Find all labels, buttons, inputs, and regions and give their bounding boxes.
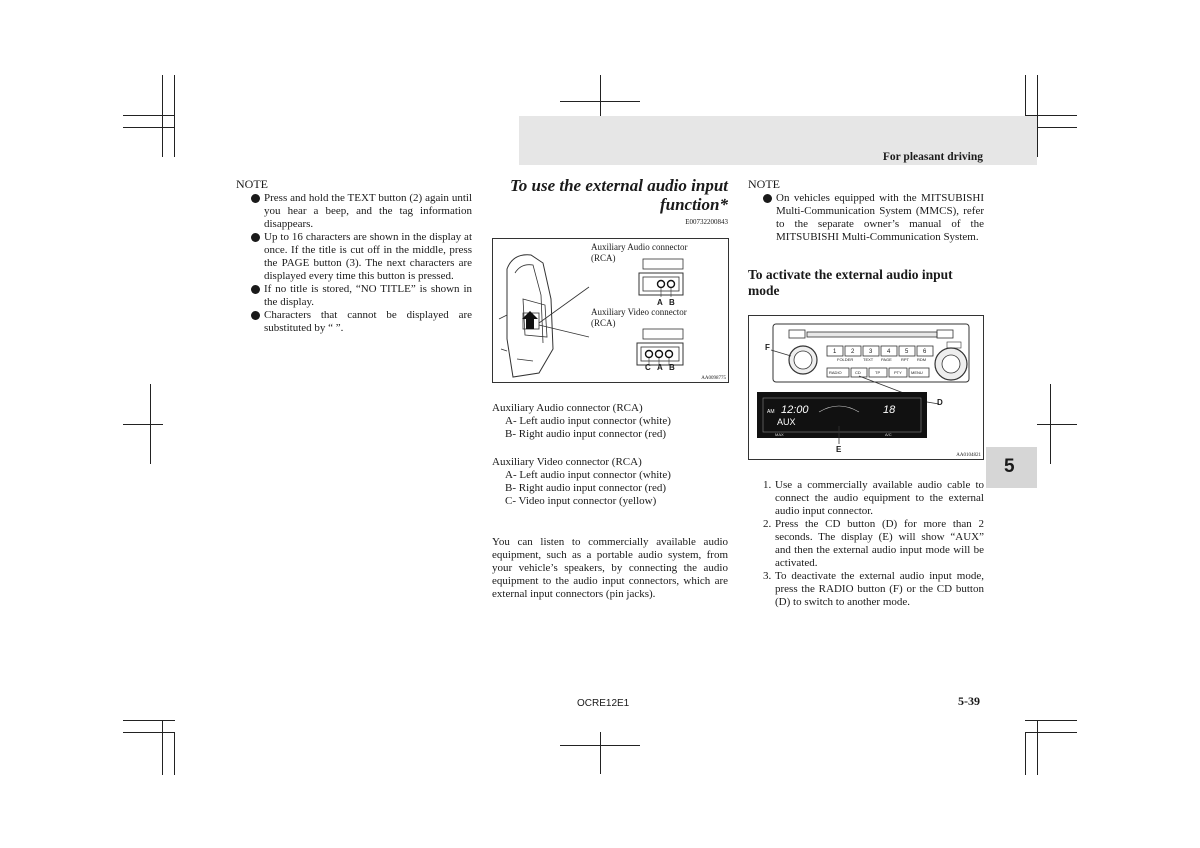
bullet-icon xyxy=(763,194,772,203)
note-item: On vehicles equipped with the MITSUBISHI Multi-Communication System (MMCS), refer to the separate owner’s manual of the MITSUBISHI Multi-Communication System. xyxy=(748,192,984,244)
radio-button: RADIO xyxy=(829,370,842,375)
display-temperature: 18 xyxy=(883,404,896,416)
list-title: Auxiliary Audio connector (RCA) xyxy=(492,402,643,414)
button-caption: RPT xyxy=(901,357,909,362)
step-item: 1. Use a commercially available audio cable to connect the audio equipment to the external audio input connector. xyxy=(763,479,984,517)
pin-label: C xyxy=(645,363,651,372)
preset-button-3: 3 xyxy=(869,349,873,355)
bullet-icon xyxy=(251,285,260,294)
audio-unit-illustration xyxy=(749,316,983,459)
display-small: MAX xyxy=(775,432,784,437)
display-am: AM xyxy=(767,409,775,415)
callout-d: D xyxy=(937,398,943,407)
tp-button: TP xyxy=(875,370,881,375)
step-item: 3. To deactivate the external audio input mode, press the RADIO button (F) or the CD button (D) to switch to another mode. xyxy=(763,570,984,608)
section-header xyxy=(519,116,1037,165)
video-connector-label: Auxiliary Video connector xyxy=(591,307,687,317)
display-time: 12:00 xyxy=(781,404,809,416)
bullet-icon xyxy=(251,233,260,242)
note-item: Characters that cannot be displayed are substituted by “ ”. xyxy=(236,309,472,335)
preset-button-6: 6 xyxy=(923,349,927,355)
note-item: Press and hold the TEXT button (2) again until you hear a beep, and the tag information disappears. xyxy=(236,192,472,231)
preset-button-5: 5 xyxy=(905,349,909,355)
pty-button: PTY xyxy=(894,370,902,375)
list-item: C- Video input connector (yellow) xyxy=(505,495,657,507)
list-title: Auxiliary Video connector (RCA) xyxy=(492,456,642,468)
audio-unit-figure xyxy=(748,315,984,460)
preset-button-1: 1 xyxy=(833,349,837,355)
video-connector-rca: (RCA) xyxy=(591,318,616,328)
left-column xyxy=(236,178,472,335)
chapter-number: 5 xyxy=(1004,456,1015,477)
note-title: NOTE xyxy=(236,177,268,191)
section-title: For pleasant driving xyxy=(882,151,983,163)
pin-label: B xyxy=(669,298,675,307)
list-item: A- Left audio input connector (white) xyxy=(505,469,671,481)
pin-label: B xyxy=(669,363,675,372)
pin-label: A xyxy=(657,363,663,372)
note-list xyxy=(748,192,984,244)
audio-connector-list xyxy=(492,402,728,441)
connector-figure xyxy=(492,238,729,383)
cd-button: CD xyxy=(855,370,861,375)
bullet-icon xyxy=(251,311,260,320)
video-connector-icon xyxy=(637,329,683,365)
middle-column xyxy=(492,176,728,229)
menu-button: MENU xyxy=(911,370,923,375)
figure-code: AA0104821 xyxy=(956,453,981,458)
list-item: B- Right audio input connector (red) xyxy=(505,428,666,440)
bullet-icon xyxy=(251,194,260,203)
page-number: 5-39 xyxy=(958,694,980,708)
step-item: 2. Press the CD button (D) for more than 2 seconds. The display (E) will show “AUX” and then the external audio input mode will be activated. xyxy=(763,518,984,569)
subsection xyxy=(748,267,984,299)
note-list xyxy=(236,192,472,335)
button-caption: TEXT xyxy=(863,357,874,362)
display-mode: AUX xyxy=(777,417,796,427)
audio-connector-rca: (RCA) xyxy=(591,253,616,263)
list-item: A- Left audio input connector (white) xyxy=(505,415,671,427)
preset-buttons xyxy=(827,346,933,356)
chapter-tab xyxy=(986,447,1037,488)
note-title: NOTE xyxy=(748,177,780,191)
right-note xyxy=(748,178,984,244)
note-item: If no title is stored, “NO TITLE” is shown in the display. xyxy=(236,283,472,309)
audio-connector-label: Auxiliary Audio connector xyxy=(591,242,688,252)
callout-f: F xyxy=(765,343,770,352)
heading-code: E00732200843 xyxy=(685,218,728,226)
intro-paragraph: You can listen to commercially available audio equipment, such as a portable audio system, from your vehicle’s speakers, by connecting the audio equipment to the audio input connectors, which are external input connectors (pin jacks). xyxy=(492,536,728,600)
pin-label: A xyxy=(657,298,663,307)
video-connector-list xyxy=(492,456,728,508)
preset-button-4: 4 xyxy=(887,349,891,355)
preset-button-2: 2 xyxy=(851,349,855,355)
subsection-heading: To activate the external audio input mode xyxy=(748,267,953,298)
callout-e: E xyxy=(836,445,842,454)
audio-connector-icon xyxy=(639,259,683,297)
display-small: A/C xyxy=(885,432,892,437)
button-caption: PAGE xyxy=(881,357,892,362)
list-item: B- Right audio input connector (red) xyxy=(505,482,666,494)
note-item: Up to 16 characters are shown in the display at once. If the title is cut off in the middle, press the PAGE button (3). The next characters are displayed every time this button is pressed. xyxy=(236,231,472,283)
button-caption: RDM xyxy=(917,357,927,362)
section-heading: To use the external audio input function* xyxy=(509,176,728,214)
figure-code: AA0098775 xyxy=(701,376,726,381)
button-caption: FOLDER xyxy=(837,357,854,362)
document-id: OCRE12E1 xyxy=(577,698,630,709)
steps-list xyxy=(748,479,984,609)
